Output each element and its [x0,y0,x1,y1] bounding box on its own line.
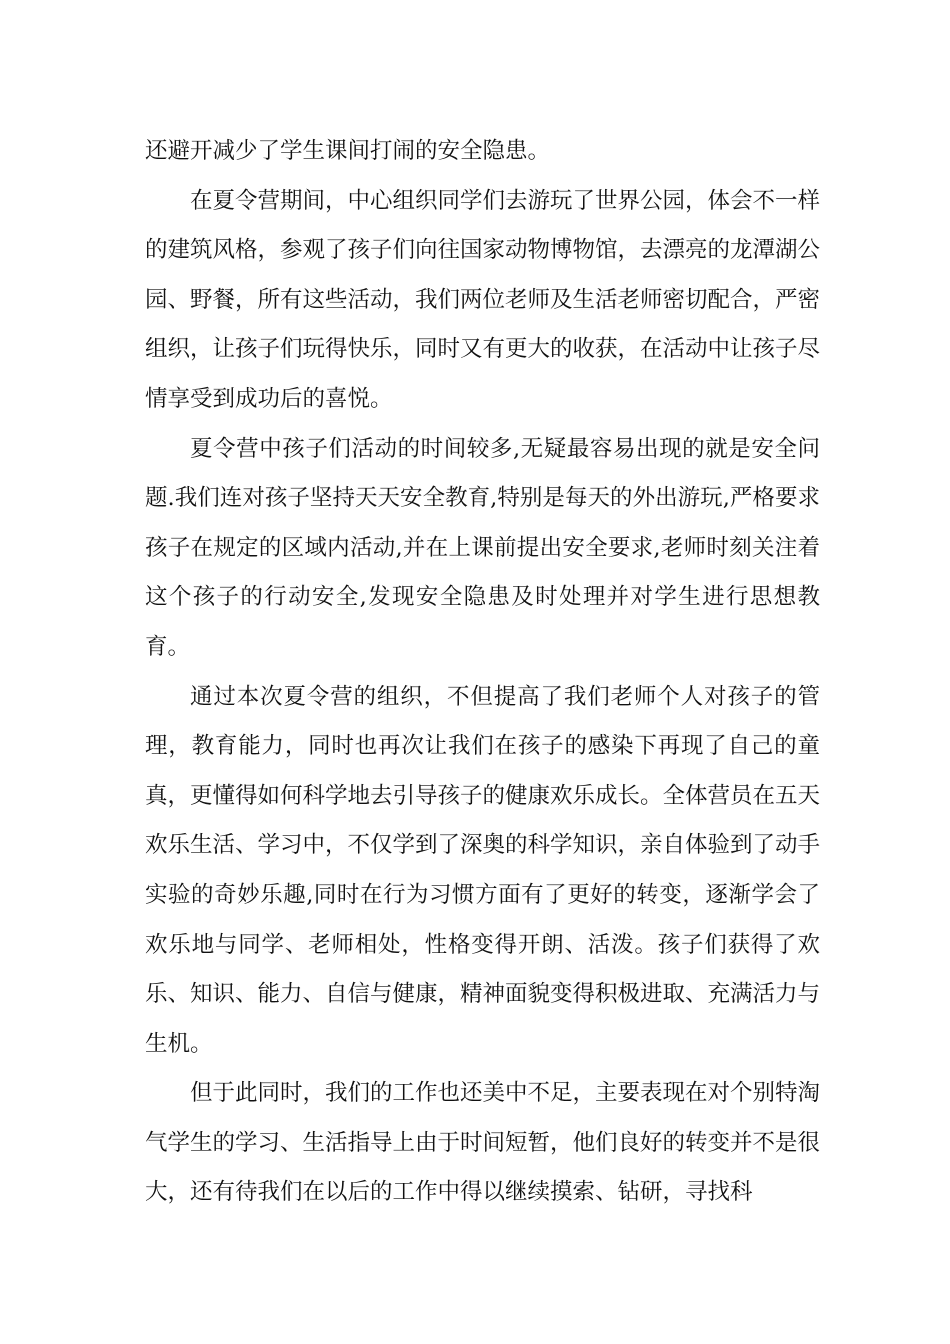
document-body [145,127,820,1218]
paragraph-safety-education: 夏令营中孩子们活动的时间较多,无疑最容易出现的就是安全问题.我们连对孩子坚持天天安全教育,特别是每天的外出游玩,严格要求孩子在规定的区域内活动,并在上课前提出安全要求,老师时刻关注着这个孩子的行动安全,发现安全隐患及时处理并对学生进行思想教育。 [145,435,820,660]
paragraph-camp-outcomes: 通过本次夏令营的组织，不但提高了我们老师个人对孩子的管理，教育能力，同时也再次让我们在孩子的感染下再现了自己的童真，更懂得如何科学地去引导孩子的健康欢乐成长。全体营员在五天欢乐生活、学习中，不仅学到了深奥的科学知识，亲自体验到了动手实验的奇妙乐趣,同时在行为习惯方面有了更好的转变，逐渐学会了欢乐地与同学、老师相处，性格变得开朗、活泼。孩子们获得了欢乐、知识、能力、自信与健康，精神面貌变得积极进取、充满活力与生机。 [145,683,821,1057]
paragraph-continuation: 还避开减少了学生课间打闹的安全隐患。 [145,138,551,164]
paragraph-summer-camp-activities: 在夏令营期间，中心组织同学们去游玩了世界公园，体会不一样的建筑风格，参观了孩子们向往国家动物博物馆，去漂亮的龙潭湖公园、野餐，所有这些活动，我们两位老师及生活老师密切配合，严密组织，让孩子们玩得快乐，同时又有更大的收获，在活动中让孩子尽情享受到成功后的喜悦。 [145,187,821,412]
paragraph-shortcomings: 但于此同时，我们的工作也还美中不足，主要表现在对个别特淘气学生的学习、生活指导上由于时间短暂，他们良好的转变并不是很大，还有待我们在以后的工作中得以继续摸索、钻研，寻找科 [145,1080,821,1206]
